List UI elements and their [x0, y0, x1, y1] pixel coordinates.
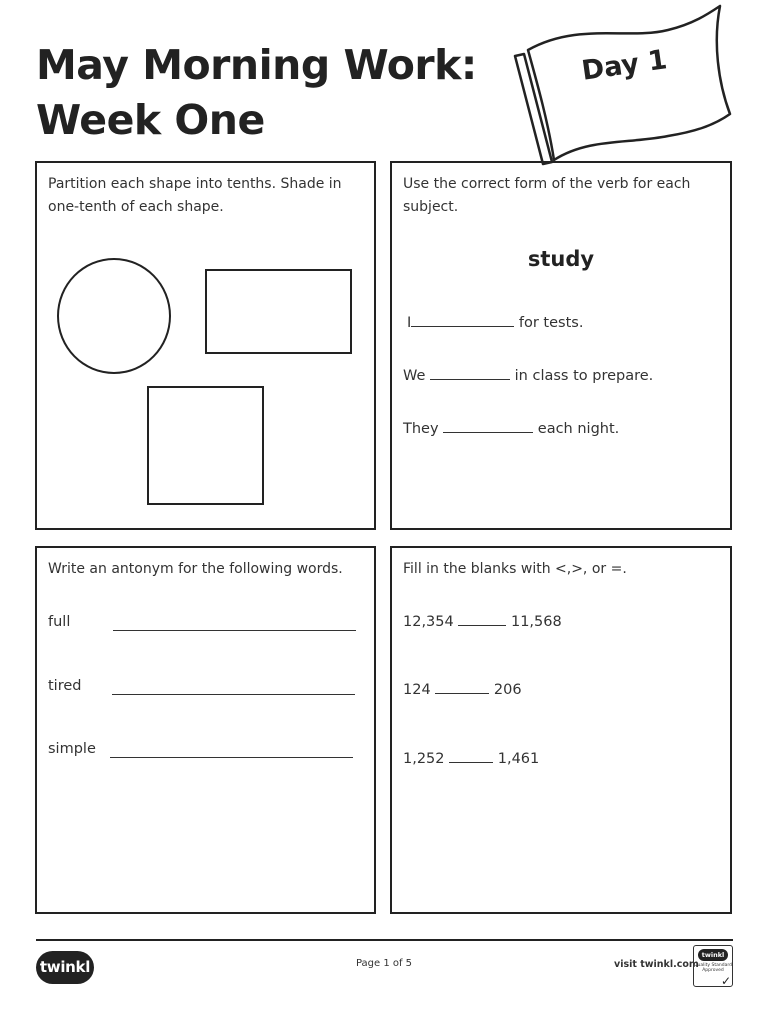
verb-panel	[390, 161, 732, 530]
antonym-word-2: tired	[48, 678, 82, 694]
compare-row-3: 1,252 1,461	[403, 751, 540, 767]
checkmark-icon: ✓	[720, 974, 731, 988]
antonym-word-1: full	[48, 614, 71, 630]
site-link: visit twinkl.com	[614, 959, 699, 970]
square-shape	[147, 386, 264, 505]
compare-panel	[390, 546, 732, 914]
flag-icon	[508, 2, 738, 168]
compare-row-2: 124 206	[403, 682, 522, 698]
verb-blank-1[interactable]	[411, 325, 514, 327]
page-title	[36, 38, 477, 148]
verb-blank-3[interactable]	[443, 431, 533, 433]
compare-blank-1[interactable]	[458, 624, 506, 626]
compare-blank-3[interactable]	[449, 761, 493, 763]
verb-sentence-2: We in class to prepare.	[403, 368, 654, 384]
compare-instruction: Fill in the blanks with <,>, or =.	[403, 561, 627, 577]
antonym-answer-line-3[interactable]	[110, 757, 353, 758]
footer-divider	[36, 939, 733, 941]
antonym-answer-line-1[interactable]	[113, 630, 356, 631]
verb-blank-2[interactable]	[430, 378, 510, 380]
badge-logo: twinkl	[698, 949, 728, 961]
verb-sentence-1: I for tests.	[407, 315, 584, 331]
compare-blank-2[interactable]	[435, 692, 489, 694]
page-number: Page 1 of 5	[355, 958, 413, 969]
antonym-answer-line-2[interactable]	[112, 694, 355, 695]
antonym-panel	[35, 546, 376, 914]
badge-text: Quality Standard Approved	[694, 963, 732, 973]
day-label: Day 1	[579, 44, 669, 87]
shapes-panel	[35, 161, 376, 530]
antonym-instruction: Write an antonym for the following words.	[48, 561, 343, 577]
antonym-word-3: simple	[48, 741, 96, 757]
shapes-instruction: Partition each shape into tenths. Shade in one-tenth of each shape.	[48, 176, 342, 215]
verb-sentence-3: They each night.	[403, 421, 620, 437]
verb-instruction: Use the correct form of the verb for each subject.	[403, 176, 691, 215]
quality-badge	[693, 945, 733, 987]
rectangle-shape	[205, 269, 352, 354]
circle-shape	[57, 258, 171, 374]
verb-word: study	[527, 247, 595, 271]
title-line-2: Week One	[36, 96, 265, 144]
twinkl-logo: twinkl	[36, 951, 94, 984]
compare-row-1: 12,354 11,568	[403, 614, 562, 630]
title-line-1: May Morning Work:	[36, 41, 477, 89]
